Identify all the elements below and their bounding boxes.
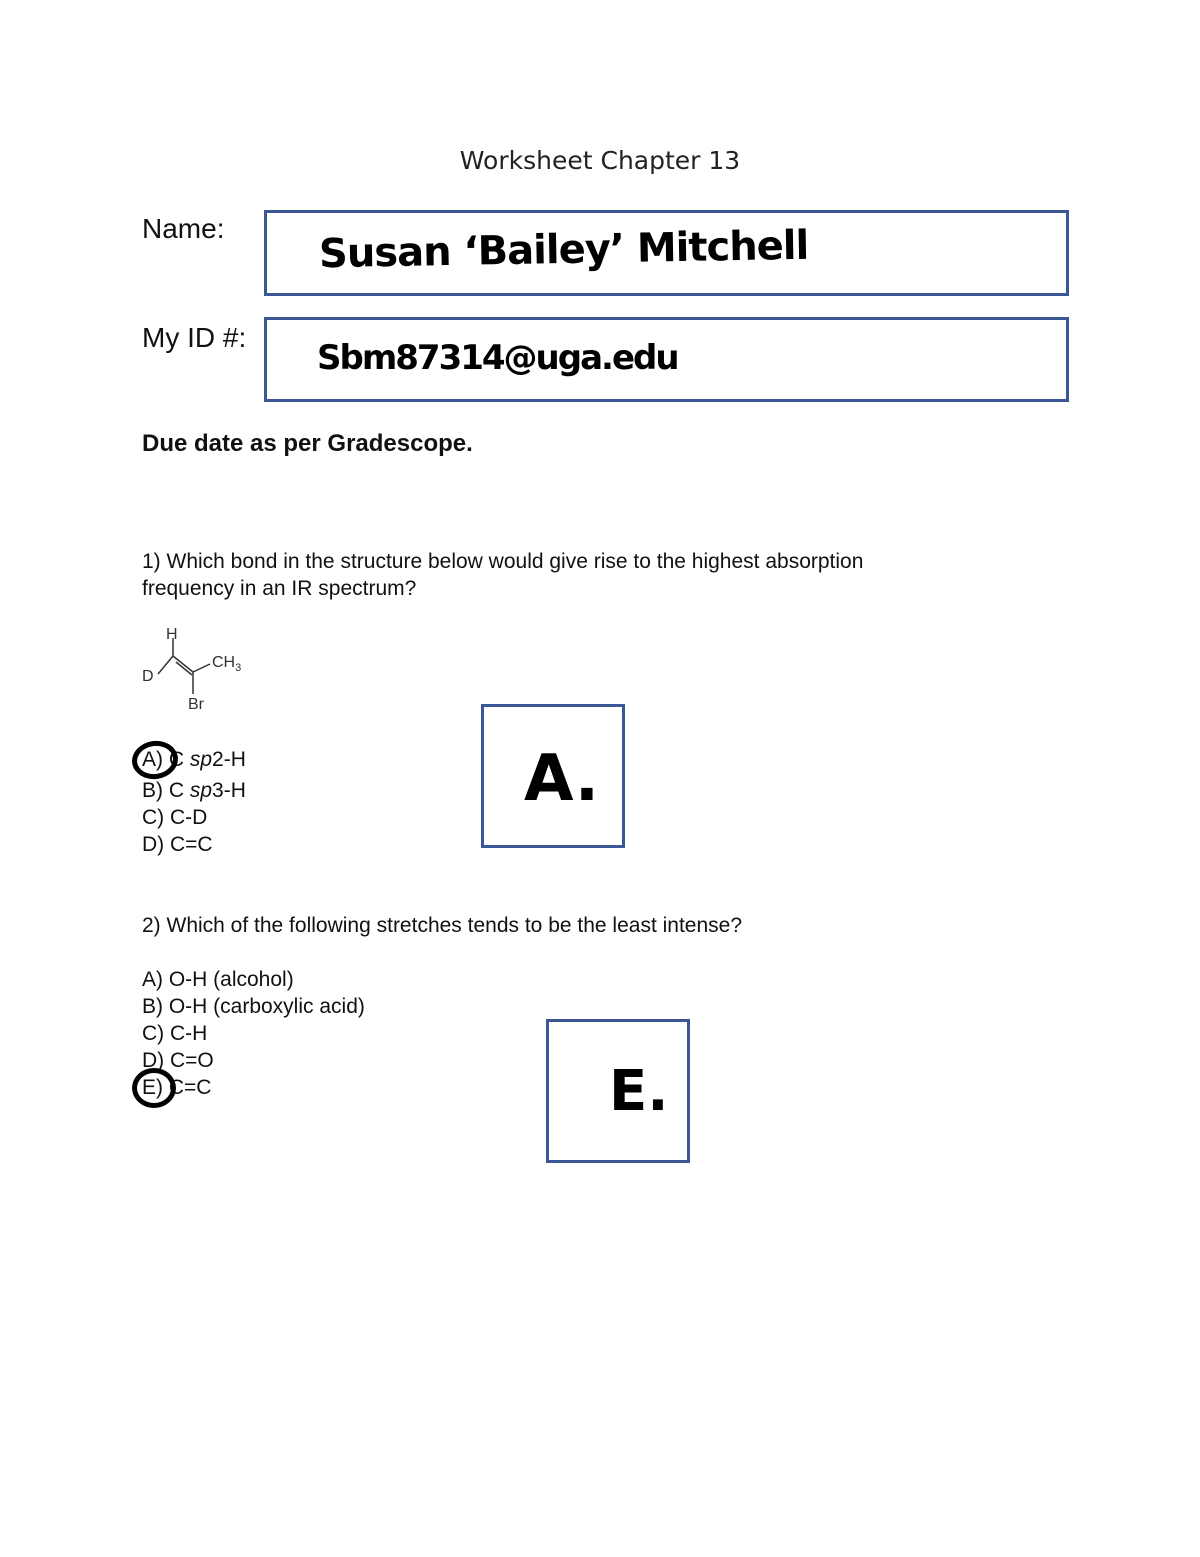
- q1-choice-b-prefix: B) C: [142, 779, 190, 802]
- id-label: My ID #:: [142, 322, 247, 353]
- q1-choice-a-suffix: -H: [223, 748, 246, 771]
- name-field[interactable]: [264, 210, 1069, 296]
- q2-choice-c[interactable]: C) C-H: [142, 1022, 208, 1045]
- q1-choice-a-prefix: A) C: [142, 748, 190, 771]
- q2-answer-box[interactable]: [546, 1019, 690, 1163]
- q2-choice-d[interactable]: D) C=O: [142, 1049, 214, 1072]
- name-handwriting: Susan ‘Bailey’ Mitchell: [318, 222, 809, 278]
- atom-br-label: Br: [188, 696, 204, 713]
- methyl-label: [212, 654, 241, 674]
- name-label: Name:: [142, 213, 225, 244]
- question-2-choices: [142, 966, 365, 1101]
- q2-answer-handwriting: E.: [609, 1059, 669, 1124]
- question-1-prompt: [142, 548, 1042, 602]
- q2-choice-a[interactable]: A) O-H (alcohol): [142, 968, 294, 991]
- methyl-subscript: 3: [235, 662, 242, 675]
- question-1-line-2: frequency in an IR spectrum?: [142, 577, 417, 600]
- q1-answer-handwriting: A.: [524, 742, 600, 816]
- q1-choice-b-italic: sp: [189, 779, 213, 802]
- atom-h-label: H: [166, 626, 178, 643]
- q1-choice-b-suffix: -H: [223, 779, 246, 802]
- q1-choice-a-sup: 2: [212, 748, 224, 771]
- q2-answer-circle-mark: [132, 1068, 176, 1108]
- q1-choice-b-sup: 3: [212, 779, 224, 802]
- question-2-prompt: 2) Which of the following stretches tends to be the least intense?: [142, 914, 743, 937]
- q1-choice-d[interactable]: D) C=C: [142, 833, 213, 856]
- q1-choice-a-italic: sp: [189, 748, 213, 771]
- q2-choice-e[interactable]: E) C=C: [142, 1076, 212, 1099]
- molecule-structure: [138, 626, 258, 718]
- question-1-line-1: 1) Which bond in the structure below would give rise to the highest absorption: [142, 550, 864, 573]
- q1-answer-box[interactable]: [481, 704, 625, 848]
- methyl-ch: CH: [212, 654, 236, 671]
- q1-choice-b[interactable]: [142, 777, 246, 804]
- page-title: Worksheet Chapter 13: [459, 146, 741, 175]
- id-field[interactable]: [264, 317, 1069, 402]
- q1-choice-c[interactable]: C) C-D: [142, 806, 208, 829]
- q2-choice-b[interactable]: B) O-H (carboxylic acid): [142, 995, 365, 1018]
- atom-d-label: D: [142, 668, 154, 685]
- id-handwriting: Sbm87314@uga.edu: [317, 338, 678, 378]
- due-date-note: Due date as per Gradescope.: [142, 430, 473, 457]
